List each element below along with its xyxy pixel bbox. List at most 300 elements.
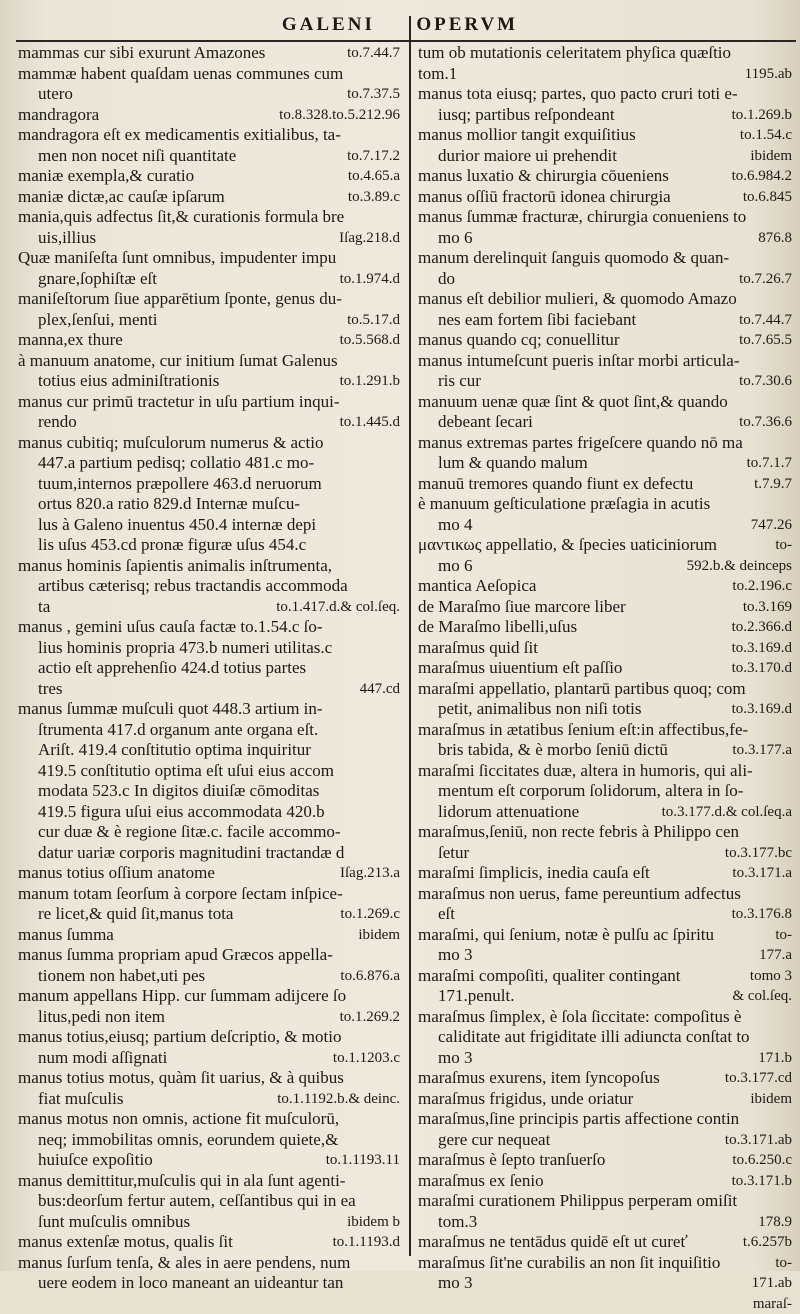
- index-entry-line: [418, 597, 792, 618]
- index-entry-line: [418, 1253, 792, 1274]
- entry-text: mandragora: [18, 105, 99, 126]
- index-entry-line: [18, 1068, 400, 1089]
- entry-reference: to.7.65.5: [739, 330, 792, 351]
- index-entry-line: [418, 248, 792, 269]
- entry-text: 419.5 figura uſui eius accommodata 420.b: [38, 802, 325, 823]
- entry-reference: 177.a: [759, 945, 792, 966]
- entry-text: manus cubitiq; muſculorum numerus & actio: [18, 433, 323, 454]
- entry-reference: 747.26: [751, 515, 792, 536]
- entry-text: debeant ſecari: [438, 412, 533, 433]
- entry-text: utero: [38, 84, 73, 105]
- entry-text: mentum eſt corporum ſolidorum, altera in ſo-: [438, 781, 743, 802]
- index-entry-line: [418, 638, 792, 659]
- entry-reference: to.6.845: [743, 187, 792, 208]
- index-entry-line: [418, 699, 792, 720]
- index-entry-line: [18, 966, 400, 987]
- entry-text: maraſmus,ſine principis partis affectione contin: [418, 1109, 739, 1130]
- entry-reference: Iſag.218.d: [339, 228, 400, 249]
- entry-reference: to.3.176.8: [732, 904, 792, 925]
- entry-text: tuum,internos præpollere 463.d neruorum: [38, 474, 322, 495]
- entry-text: tres: [38, 679, 63, 700]
- index-entry-line: [18, 925, 400, 946]
- entry-reference: to.1.269.2: [340, 1007, 400, 1028]
- entry-text: lum & quando malum: [438, 453, 588, 474]
- entry-reference: to.5.568.d: [340, 330, 400, 351]
- entry-text: mo 3: [438, 1048, 472, 1069]
- entry-text: manuum uenæ quæ ſint & quot ſint,& quando: [418, 392, 728, 413]
- index-entry-line: [418, 945, 792, 966]
- entry-text: maraſmus è ſepto tranſuerſo: [418, 1150, 605, 1171]
- index-entry-line: [418, 371, 792, 392]
- index-entry-line: [418, 1191, 792, 1212]
- index-entry-line: [418, 310, 792, 331]
- entry-text: nes eam fortem ſibi faciebant: [438, 310, 636, 331]
- index-entry-line: [18, 515, 400, 536]
- entry-reference: to.1.445.d: [340, 412, 400, 433]
- entry-reference: to.7.44.7: [347, 43, 400, 64]
- entry-text: maraſmus frigidus, unde oriatur: [418, 1089, 633, 1110]
- entry-text: maraſmi ſiccitates duæ, altera in humoris, qui ali-: [418, 761, 753, 782]
- index-entry-line: [18, 576, 400, 597]
- left-column: [18, 43, 400, 1294]
- entry-text: bris tabida, & è morbo ſeniū dictū: [438, 740, 668, 761]
- entry-text: manus hominis ſapientis animalis inſtrumenta,: [18, 556, 332, 577]
- entry-text: manus ſumma propriam apud Græcos appella-: [18, 945, 333, 966]
- header-rule: [16, 40, 796, 42]
- entry-reference: to.1.1193.d: [333, 1232, 400, 1253]
- entry-reference: to.8.328.to.5.212.96: [279, 105, 400, 126]
- index-entry-line: [18, 166, 400, 187]
- index-entry-line: [418, 556, 792, 577]
- index-entry-line: [18, 1212, 400, 1233]
- entry-text: litus,pedi non item: [38, 1007, 165, 1028]
- index-entry-line: [18, 556, 400, 577]
- index-entry-line: [18, 699, 400, 720]
- index-entry-line: [418, 392, 792, 413]
- entry-reference: to.3.171.b: [732, 1171, 792, 1192]
- entry-reference: to.6.984.2: [732, 166, 792, 187]
- entry-text: tum ob mutationis celeritatem phyſica quæſtio: [418, 43, 731, 64]
- entry-text: num modi aſſignati: [38, 1048, 167, 1069]
- entry-text: huiuſce expoſitio: [38, 1150, 153, 1171]
- index-entry-line: [18, 781, 400, 802]
- entry-text: manus tota eiusq; partes, quo pacto cruri toti e-: [418, 84, 738, 105]
- entry-reference: to.7.30.6: [739, 371, 792, 392]
- index-entry-line: [418, 740, 792, 761]
- entry-text: manus extenſæ motus, qualis ſit: [18, 1232, 233, 1253]
- index-entry-line: [18, 535, 400, 556]
- index-entry-line: [18, 146, 400, 167]
- index-entry-line: [418, 1212, 792, 1233]
- index-entry-line: [418, 822, 792, 843]
- entry-reference: 447.cd: [360, 679, 400, 700]
- entry-text: gnare,ſophiſtæ eſt: [38, 269, 157, 290]
- entry-reference: to.3.171.ab: [725, 1130, 792, 1151]
- index-entry-line: [18, 351, 400, 372]
- index-entry-line: [18, 412, 400, 433]
- index-entry-line: [418, 535, 792, 556]
- entry-text: maraſmus uiuentium eſt paſſio: [418, 658, 622, 679]
- entry-text: re licet,& quid ſit,manus tota: [38, 904, 233, 925]
- entry-text: gere cur nequeat: [438, 1130, 550, 1151]
- entry-text: de Maraſmo libelli,uſus: [418, 617, 577, 638]
- entry-text: manuū tremores quando fiunt ex defectu: [418, 474, 693, 495]
- entry-text: maraſmus,ſeniū, non recte febris à Philippo cen: [418, 822, 739, 843]
- entry-reference: to.3.177.cd: [725, 1068, 792, 1089]
- entry-text: ris cur: [438, 371, 481, 392]
- index-entry-line: [18, 125, 400, 146]
- entry-text: maniæ exempla,& curatio: [18, 166, 194, 187]
- entry-text: manus ſummæ fracturæ, chirurgia conueniens to: [418, 207, 746, 228]
- index-entry-line: [18, 187, 400, 208]
- index-entry-line: [418, 187, 792, 208]
- entry-reference: to.2.196.c: [732, 576, 792, 597]
- entry-reference: to.1.269.b: [732, 105, 792, 126]
- index-entry-line: [418, 904, 792, 925]
- entry-text: Ariſt. 419.4 conſtitutio optima inquiritur: [38, 740, 311, 761]
- entry-reference: to.7.1.7: [747, 453, 792, 474]
- index-entry-line: [418, 330, 792, 351]
- entry-text: mo 6: [438, 556, 472, 577]
- index-entry-line: [418, 43, 792, 64]
- index-entry-line: [418, 1294, 792, 1314]
- entry-text: maraſmi compoſiti, qualiter contingant: [418, 966, 681, 987]
- entry-reference: to.3.171.a: [732, 863, 792, 884]
- index-entry-line: [418, 269, 792, 290]
- entry-text: do: [438, 269, 455, 290]
- entry-reference: to-: [775, 535, 792, 556]
- index-entry-line: [418, 1273, 792, 1294]
- entry-text: uis,illius: [38, 228, 96, 249]
- entry-text: totius eius adminiſtrationis: [38, 371, 219, 392]
- entry-reference: ibidem: [358, 925, 400, 946]
- index-entry-line: [418, 1027, 792, 1048]
- index-entry-line: [418, 1007, 792, 1028]
- index-entry-line: [18, 474, 400, 495]
- index-entry-line: [18, 1232, 400, 1253]
- index-entry-line: [418, 289, 792, 310]
- entry-text: modata 523.c In digitos diuiſæ cōmoditas: [38, 781, 319, 802]
- entry-text: lus à Galeno inuentus 450.4 internæ depi: [38, 515, 316, 536]
- entry-text: ortus 820.a ratio 829.d Internæ muſcu-: [38, 494, 300, 515]
- index-entry-line: [18, 1089, 400, 1110]
- entry-reference: to.6.876.a: [340, 966, 400, 987]
- entry-reference: to.2.366.d: [732, 617, 792, 638]
- entry-text: tom.1: [418, 64, 457, 85]
- index-entry-line: [418, 617, 792, 638]
- entry-reference: Iſag.213.a: [340, 863, 400, 884]
- entry-reference: to.3.169: [743, 597, 792, 618]
- entry-text: manus eſt debilior mulieri, & quomodo Amazo: [418, 289, 737, 310]
- entry-text: mo 3: [438, 945, 472, 966]
- index-entry-line: [18, 802, 400, 823]
- entry-reference: to.3.169.d: [732, 699, 792, 720]
- index-entry-line: [418, 720, 792, 741]
- entry-text: manus cur primū tractetur in uſu partium inqui-: [18, 392, 340, 413]
- index-entry-line: [18, 740, 400, 761]
- entry-text: ſetur: [438, 843, 469, 864]
- index-entry-line: [418, 207, 792, 228]
- entry-text: maniſeſtorum ſiue apparētium ſponte, genus du-: [18, 289, 342, 310]
- index-entry-line: [18, 884, 400, 905]
- entry-reference: to.3.177.a: [732, 740, 792, 761]
- index-entry-line: [18, 228, 400, 249]
- entry-text: manum appellans Hipp. cur ſummam adijcere ſo: [18, 986, 346, 1007]
- entry-text: men non nocet niſi quantitate: [38, 146, 236, 167]
- index-entry-line: [18, 43, 400, 64]
- entry-text: maniæ dictæ,ac cauſæ ipſarum: [18, 187, 225, 208]
- entry-text: mantica Aeſopica: [418, 576, 536, 597]
- entry-text: mo 4: [438, 515, 472, 536]
- entry-reference: to.7.36.6: [739, 412, 792, 433]
- entry-text: durior maiore ui prehendit: [438, 146, 617, 167]
- entry-reference: & col.ſeq.: [732, 986, 792, 1007]
- entry-text: uere eodem in loco maneant an uideantur tan: [38, 1273, 343, 1294]
- entry-text: ta: [38, 597, 50, 618]
- index-entry-line: [18, 433, 400, 454]
- entry-reference: to.7.26.7: [739, 269, 792, 290]
- index-entry-line: [418, 412, 792, 433]
- entry-text: maraſmi ſimplicis, inedia cauſa eſt: [418, 863, 650, 884]
- entry-text: maraſmus exurens, item ſyncopoſus: [418, 1068, 660, 1089]
- entry-reference: to.7.17.2: [347, 146, 400, 167]
- entry-text: bus:deorſum fertur autem, ceſſantibus qui in ea: [38, 1191, 356, 1212]
- entry-text: eſt: [438, 904, 455, 925]
- entry-reference: to.3.177.bc: [725, 843, 792, 864]
- entry-text: manus , gemini uſus cauſa factæ to.1.54.c ſo-: [18, 617, 323, 638]
- running-head-right: OPERVM: [416, 14, 518, 36]
- entry-text: mo 3: [438, 1273, 472, 1294]
- index-entry-line: [418, 761, 792, 782]
- index-entry-line: [418, 105, 792, 126]
- index-entry-line: [18, 843, 400, 864]
- entry-reference: 178.9: [758, 1212, 792, 1233]
- index-entry-line: [418, 658, 792, 679]
- entry-text: manna,ex thure: [18, 330, 123, 351]
- index-entry-line: [18, 289, 400, 310]
- entry-text: tom.3: [438, 1212, 477, 1233]
- entry-reference: to-: [775, 925, 792, 946]
- index-entry-line: [18, 1109, 400, 1130]
- entry-text: manus ſurſum tenſa, & ales in aere pendens, num: [18, 1253, 350, 1274]
- entry-text: cur duæ & è regione ſitæ.c. facile accommo-: [38, 822, 341, 843]
- entry-text: iusq; partibus reſpondeant: [438, 105, 615, 126]
- index-entry-line: [18, 658, 400, 679]
- entry-reference: to.1.269.c: [340, 904, 400, 925]
- entry-text: manus extremas partes frigeſcere quando nō ma: [418, 433, 743, 454]
- entry-reference: to.7.37.5: [347, 84, 400, 105]
- entry-reference: to.3.170.d: [732, 658, 792, 679]
- entry-text: 419.5 conſtitutio optima eſt uſui eius accom: [38, 761, 334, 782]
- index-entry-line: [18, 1253, 400, 1274]
- entry-reference: 171.b: [758, 1048, 792, 1069]
- index-entry-line: [418, 351, 792, 372]
- index-entry-line: [18, 453, 400, 474]
- index-entry-line: [418, 884, 792, 905]
- entry-text: lidorum attenuatione: [438, 802, 579, 823]
- entry-reference: ibidem: [750, 146, 792, 167]
- entry-reference: to.7.44.7: [739, 310, 792, 331]
- entry-reference: to.1.417.d.& col.ſeq.: [276, 597, 400, 618]
- entry-text: 447.a partium pedisq; collatio 481.c mo-: [38, 453, 314, 474]
- index-entry-line: [18, 1027, 400, 1048]
- index-entry-line: [18, 638, 400, 659]
- index-entry-line: [418, 863, 792, 884]
- entry-reference: to.1.1192.b.& deinc.: [277, 1089, 400, 1110]
- index-entry-line: [18, 1007, 400, 1028]
- entry-text: manum derelinquit ſanguis quomodo & quan-: [418, 248, 729, 269]
- entry-text: à manuum anatome, cur initium ſumat Galenus: [18, 351, 338, 372]
- index-entry-line: [18, 822, 400, 843]
- entry-text: maraſmus ex ſenio: [418, 1171, 544, 1192]
- index-entry-line: [18, 494, 400, 515]
- entry-text: maraſmus in ætatibus ſenium eſt:in affectibus,fe-: [418, 720, 748, 741]
- entry-reference: 1195.ab: [745, 64, 792, 85]
- index-entry-line: [418, 1048, 792, 1069]
- index-entry-line: [418, 802, 792, 823]
- entry-text: manus ſumma: [18, 925, 114, 946]
- index-entry-line: [418, 146, 792, 167]
- index-entry-line: [418, 433, 792, 454]
- index-entry-line: [18, 392, 400, 413]
- entry-text: manus quando cq; conuellitur: [418, 330, 620, 351]
- entry-text: è manuum geſticulatione præſagia in acutis: [418, 494, 710, 515]
- entry-reference: to.4.65.a: [348, 166, 400, 187]
- entry-text: manus luxatio & chirurgia cōueniens: [418, 166, 669, 187]
- entry-reference: maraſ-: [753, 1294, 792, 1314]
- entry-reference: t.6.257b: [743, 1232, 792, 1253]
- index-entry-line: [18, 330, 400, 351]
- entry-text: neq; immobilitas omnis, eorundem quiete,&: [38, 1130, 338, 1151]
- index-entry-line: [18, 207, 400, 228]
- entry-reference: ibidem: [750, 1089, 792, 1110]
- index-entry-line: [18, 904, 400, 925]
- entry-text: maraſmus non uerus, fame pereuntium adfectus: [418, 884, 741, 905]
- entry-reference: to-: [775, 1253, 792, 1274]
- index-entry-line: [418, 843, 792, 864]
- index-entry-line: [18, 1048, 400, 1069]
- index-entry-line: [418, 125, 792, 146]
- index-entry-line: [18, 761, 400, 782]
- entry-reference: to.1.291.b: [340, 371, 400, 392]
- entry-text: manus demittitur,muſculis qui in ala ſunt agenti-: [18, 1171, 345, 1192]
- running-head: [0, 14, 800, 38]
- index-entry-line: [18, 1171, 400, 1192]
- entry-text: plex,ſenſui, menti: [38, 310, 157, 331]
- entry-text: manus totius oſſium anatome: [18, 863, 215, 884]
- index-entry-line: [418, 1150, 792, 1171]
- index-entry-line: [18, 269, 400, 290]
- entry-reference: 876.8: [758, 228, 792, 249]
- entry-text: maraſmus ne tentādus quidē eſt ut cureť: [418, 1232, 688, 1253]
- entry-reference: to.1.54.c: [740, 125, 792, 146]
- entry-reference: to.1.1193.11: [326, 1150, 400, 1171]
- index-entry-line: [18, 863, 400, 884]
- index-entry-line: [418, 84, 792, 105]
- entry-reference: to.3.177.d.& col.ſeq.a: [662, 802, 792, 823]
- index-entry-line: [418, 494, 792, 515]
- entry-reference: tomo 3: [750, 966, 792, 987]
- entry-text: maraſmi appellatio, plantarū partibus quoq; com: [418, 679, 746, 700]
- index-entry-line: [18, 1130, 400, 1151]
- entry-text: manum totam ſeorſum à corpore ſectam inſpice-: [18, 884, 343, 905]
- entry-reference: to.3.169.d: [732, 638, 792, 659]
- column-divider: [409, 16, 411, 1256]
- entry-text: Quæ maniſeſta ſunt omnibus, impudenter impu: [18, 248, 336, 269]
- entry-text: manus intumeſcunt pueris inſtar morbi articula-: [418, 351, 740, 372]
- index-entry-line: [18, 64, 400, 85]
- entry-text: manus motus non omnis, actione fit muſculorū,: [18, 1109, 339, 1130]
- entry-text: de Maraſmo ſiue marcore liber: [418, 597, 626, 618]
- index-entry-line: [418, 1068, 792, 1089]
- entry-text: mandragora eſt ex medicamentis exitialibus, ta-: [18, 125, 341, 146]
- entry-text: manus totius,eiusq; partium deſcriptio, & motio: [18, 1027, 341, 1048]
- index-entry-line: [18, 945, 400, 966]
- running-head-left: GALENI: [282, 14, 375, 36]
- index-entry-line: [18, 248, 400, 269]
- entry-text: fiat muſculis: [38, 1089, 123, 1110]
- entry-text: maraſmus ſit'ne curabilis an non ſit inquiſitio: [418, 1253, 720, 1274]
- entry-text: tionem non habet,uti pes: [38, 966, 205, 987]
- index-entry-line: [18, 1150, 400, 1171]
- entry-text: lis uſus 453.cd pronæ figuræ uſus 454.c: [38, 535, 306, 556]
- entry-text: ſtrumenta 417.d organum ante organa eſt.: [38, 720, 318, 741]
- entry-text: rendo: [38, 412, 77, 433]
- entry-text: actio eſt apprehenſio 424.d totius partes: [38, 658, 306, 679]
- entry-text: maraſmus ſimplex, è ſola ſiccitate: compoſitus è: [418, 1007, 741, 1028]
- index-entry-line: [418, 515, 792, 536]
- entry-text: datur uariæ corporis magnitudini tractandæ d: [38, 843, 344, 864]
- index-entry-line: [18, 84, 400, 105]
- entry-text: mammæ habent quaſdam uenas communes cum: [18, 64, 343, 85]
- entry-reference: ibidem b: [347, 1212, 400, 1233]
- entry-reference: to.3.89.c: [348, 187, 400, 208]
- entry-reference: to.1.974.d: [340, 269, 400, 290]
- entry-text: maraſmi, qui ſenium, notæ è pulſu ac ſpiritu: [418, 925, 714, 946]
- index-entry-line: [18, 679, 400, 700]
- entry-text: artibus cæterisq; rebus tractandis accommoda: [38, 576, 348, 597]
- index-entry-line: [418, 228, 792, 249]
- entry-text: manus ſummæ muſculi quot 448.3 artium in-: [18, 699, 323, 720]
- index-entry-line: [18, 986, 400, 1007]
- index-entry-line: [418, 966, 792, 987]
- index-entry-line: [18, 617, 400, 638]
- index-entry-line: [18, 720, 400, 741]
- index-entry-line: [18, 310, 400, 331]
- index-entry-line: [18, 597, 400, 618]
- index-entry-line: [418, 679, 792, 700]
- entry-reference: 171.ab: [752, 1273, 792, 1294]
- index-entry-line: [418, 1089, 792, 1110]
- entry-text: mania,quis adfectus ſit,& curationis formula bre: [18, 207, 344, 228]
- index-entry-line: [418, 781, 792, 802]
- index-entry-line: [418, 166, 792, 187]
- index-entry-line: [418, 1130, 792, 1151]
- index-entry-line: [418, 925, 792, 946]
- index-entry-line: [18, 371, 400, 392]
- entry-reference: to.1.1203.c: [333, 1048, 400, 1069]
- entry-text: caliditate aut frigiditate illi adiuncta conſtat to: [438, 1027, 750, 1048]
- index-entry-line: [418, 1109, 792, 1130]
- index-entry-line: [418, 1171, 792, 1192]
- index-entry-line: [418, 64, 792, 85]
- entry-text: lius hominis propria 473.b numeri utilitas.c: [38, 638, 332, 659]
- index-entry-line: [418, 986, 792, 1007]
- right-column: [418, 43, 792, 1314]
- entry-text: 171.penult.: [438, 986, 515, 1007]
- entry-text: maraſmi curationem Philippus perperam omiſit: [418, 1191, 737, 1212]
- entry-text: μαντικως appellatio, & ſpecies uaticiniorum: [418, 535, 717, 556]
